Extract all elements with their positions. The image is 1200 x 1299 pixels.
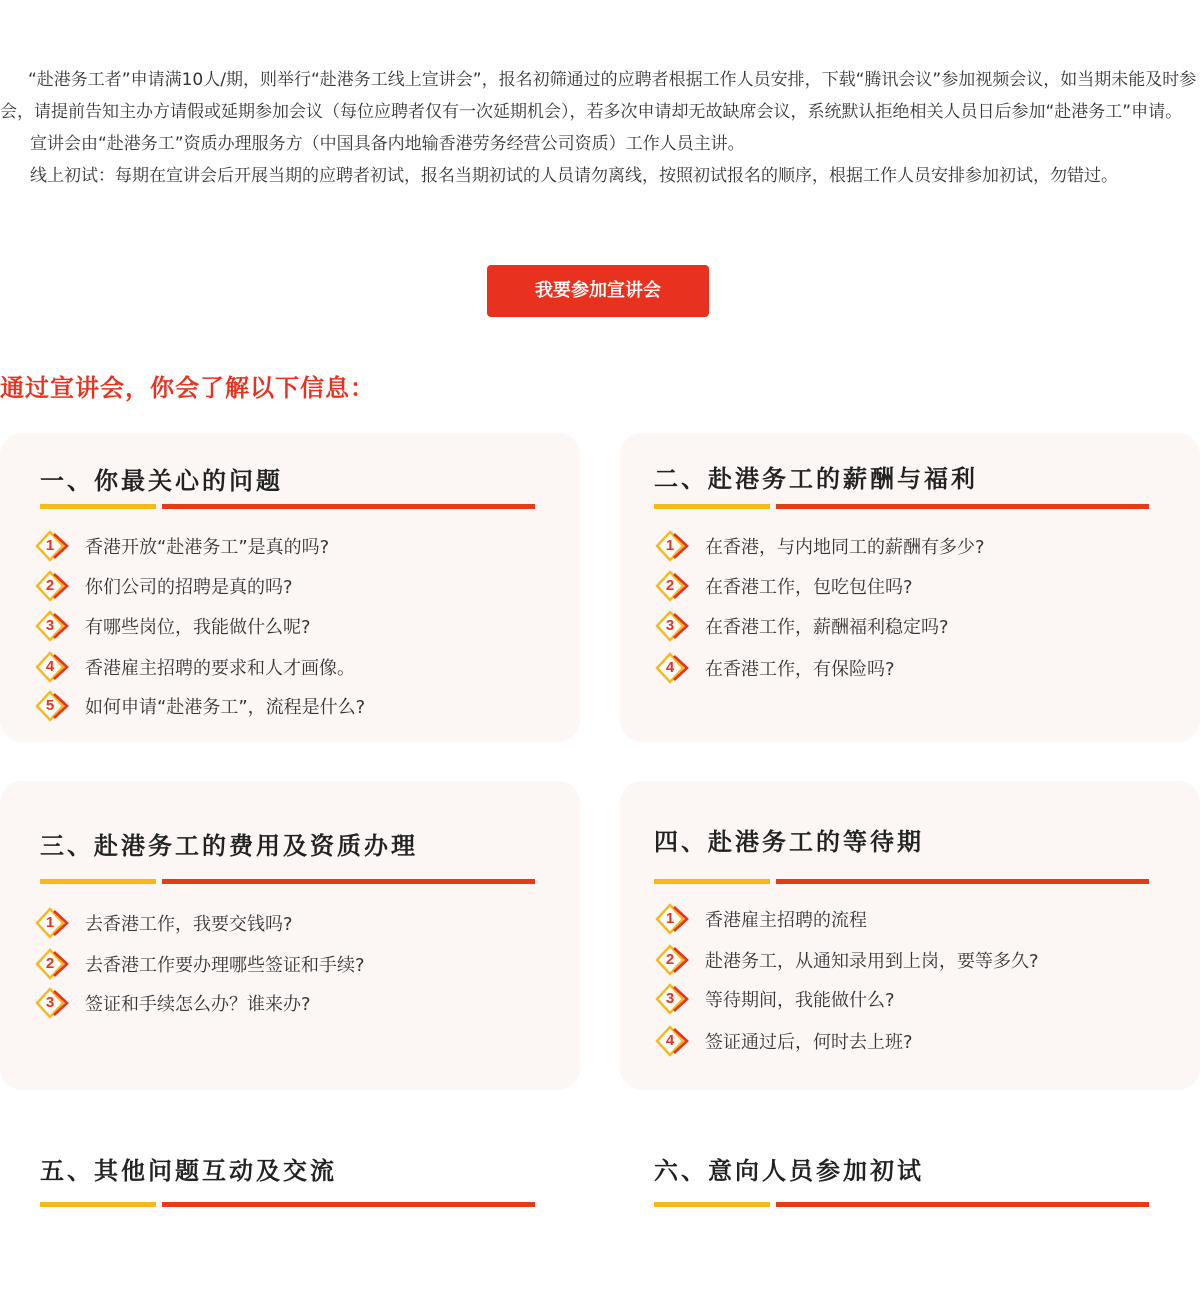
- card-title: 六、意向人员参加初试: [654, 1157, 924, 1185]
- item-text: 香港雇主招聘的流程: [705, 910, 867, 931]
- item-text: 等待期间，我能做什么?: [705, 990, 895, 1011]
- item-text: 在香港工作，有保险吗?: [705, 659, 895, 680]
- item-number: 3: [45, 617, 55, 634]
- diamond-number-badge-icon: [34, 947, 70, 981]
- diamond-number-badge-icon: [34, 569, 70, 603]
- item-number: 1: [665, 910, 675, 927]
- diamond-number-badge-icon: [654, 1024, 690, 1058]
- diamond-number-badge-icon: [654, 529, 690, 563]
- list-item: [654, 529, 985, 563]
- list-item: [654, 902, 867, 936]
- item-number: 2: [665, 577, 675, 594]
- list-item: [34, 986, 311, 1020]
- card-title: 二、赴港务工的薪酬与福利: [654, 465, 978, 493]
- list-item: [34, 609, 311, 643]
- topic-card-2: [620, 433, 1200, 742]
- item-number: 3: [665, 617, 675, 634]
- diamond-number-badge-icon: [654, 651, 690, 685]
- item-number: 2: [45, 577, 55, 594]
- item-text: 如何申请“赴港务工”，流程是什么?: [85, 697, 366, 718]
- item-text: 签证通过后，何时去上班?: [705, 1032, 913, 1053]
- diamond-number-badge-icon: [34, 529, 70, 563]
- title-underline: [40, 879, 535, 884]
- list-item: [654, 609, 949, 643]
- item-number: 5: [45, 697, 55, 714]
- item-text: 在香港，与内地同工的薪酬有多少?: [705, 537, 985, 558]
- list-item: [654, 651, 895, 685]
- intro-paragraph-3: 线上初试：每期在宣讲会后开展当期的应聘者初试，报名当期初试的人员请勿离线，按照初试报名的顺序，根据工作人员安排参加初试，勿错过。: [30, 166, 1118, 186]
- item-text: 在香港工作，包吃包住吗?: [705, 577, 913, 598]
- list-item: [34, 906, 293, 940]
- item-text: 赴港务工，从通知录用到上岗，要等多久?: [705, 951, 1039, 972]
- item-number: 3: [45, 994, 55, 1011]
- card-title: 三、赴港务工的费用及资质办理: [40, 832, 418, 860]
- title-underline: [654, 504, 1149, 509]
- diamond-number-badge-icon: [654, 609, 690, 643]
- intro-paragraph-1: “赴港务工者”申请满10人/期，则举行“赴港务工线上宣讲会”，报名初筛通过的应聘者根据工作人员安排，下载“腾讯会议”参加视频会议，如当期未能及时参会，请提前告知主办方请假或延期参加会议（每位应聘者仅有一次延期机会），若多次申请却无故缺席会议，系统默认拒绝相关人员日后参加“赴港务工”申请。: [0, 70, 1197, 122]
- item-text: 签证和手续怎么办？谁来办?: [85, 994, 311, 1015]
- topic-card-3: [0, 781, 580, 1090]
- join-briefing-button[interactable]: 我要参加宣讲会: [487, 265, 709, 317]
- topic-card-4: [620, 781, 1200, 1090]
- diamond-number-badge-icon: [34, 650, 70, 684]
- list-item: [34, 947, 365, 981]
- list-item: [34, 689, 365, 723]
- intro-text: [0, 64, 1200, 192]
- title-underline: [40, 1202, 535, 1207]
- item-text: 去香港工作要办理哪些签证和手续?: [85, 955, 365, 976]
- diamond-number-badge-icon: [654, 943, 690, 977]
- list-item: [654, 982, 895, 1016]
- item-text: 香港雇主招聘的要求和人才画像。: [85, 658, 355, 679]
- diamond-number-badge-icon: [34, 609, 70, 643]
- list-item: [34, 650, 355, 684]
- item-number: 2: [45, 955, 55, 972]
- item-text: 在香港工作，薪酬福利稳定吗?: [705, 617, 949, 638]
- section-heading: 通过宣讲会，你会了解以下信息：: [0, 374, 375, 402]
- item-text: 去香港工作，我要交钱吗?: [85, 914, 293, 935]
- title-underline: [40, 504, 535, 509]
- item-number: 2: [665, 951, 675, 968]
- item-number: 4: [45, 658, 55, 675]
- list-item: [34, 569, 293, 603]
- topic-card-1: [0, 433, 580, 742]
- intro-paragraph-2: 宣讲会由“赴港务工”资质办理服务方（中国具备内地输香港劳务经营公司资质）工作人员主讲。: [30, 134, 745, 154]
- diamond-number-badge-icon: [654, 569, 690, 603]
- item-number: 1: [45, 537, 55, 554]
- list-item: [654, 943, 1039, 977]
- card-title: 四、赴港务工的等待期: [654, 828, 924, 856]
- item-number: 4: [665, 1032, 675, 1049]
- diamond-number-badge-icon: [34, 906, 70, 940]
- diamond-number-badge-icon: [34, 986, 70, 1020]
- topic-card-6: [620, 1130, 1200, 1230]
- card-title: 一、你最关心的问题: [40, 467, 283, 495]
- item-number: 1: [665, 537, 675, 554]
- list-item: [34, 529, 329, 563]
- diamond-number-badge-icon: [34, 689, 70, 723]
- item-text: 香港开放“赴港务工”是真的吗?: [85, 537, 330, 558]
- item-text: 有哪些岗位，我能做什么呢?: [85, 617, 311, 638]
- item-number: 4: [665, 659, 675, 676]
- title-underline: [654, 1202, 1149, 1207]
- item-number: 3: [665, 990, 675, 1007]
- topic-card-5: [0, 1130, 580, 1230]
- diamond-number-badge-icon: [654, 982, 690, 1016]
- list-item: [654, 569, 913, 603]
- item-number: 1: [45, 914, 55, 931]
- diamond-number-badge-icon: [654, 902, 690, 936]
- item-text: 你们公司的招聘是真的吗?: [85, 577, 293, 598]
- list-item: [654, 1024, 913, 1058]
- card-title: 五、其他问题互动及交流: [40, 1157, 337, 1185]
- title-underline: [654, 879, 1149, 884]
